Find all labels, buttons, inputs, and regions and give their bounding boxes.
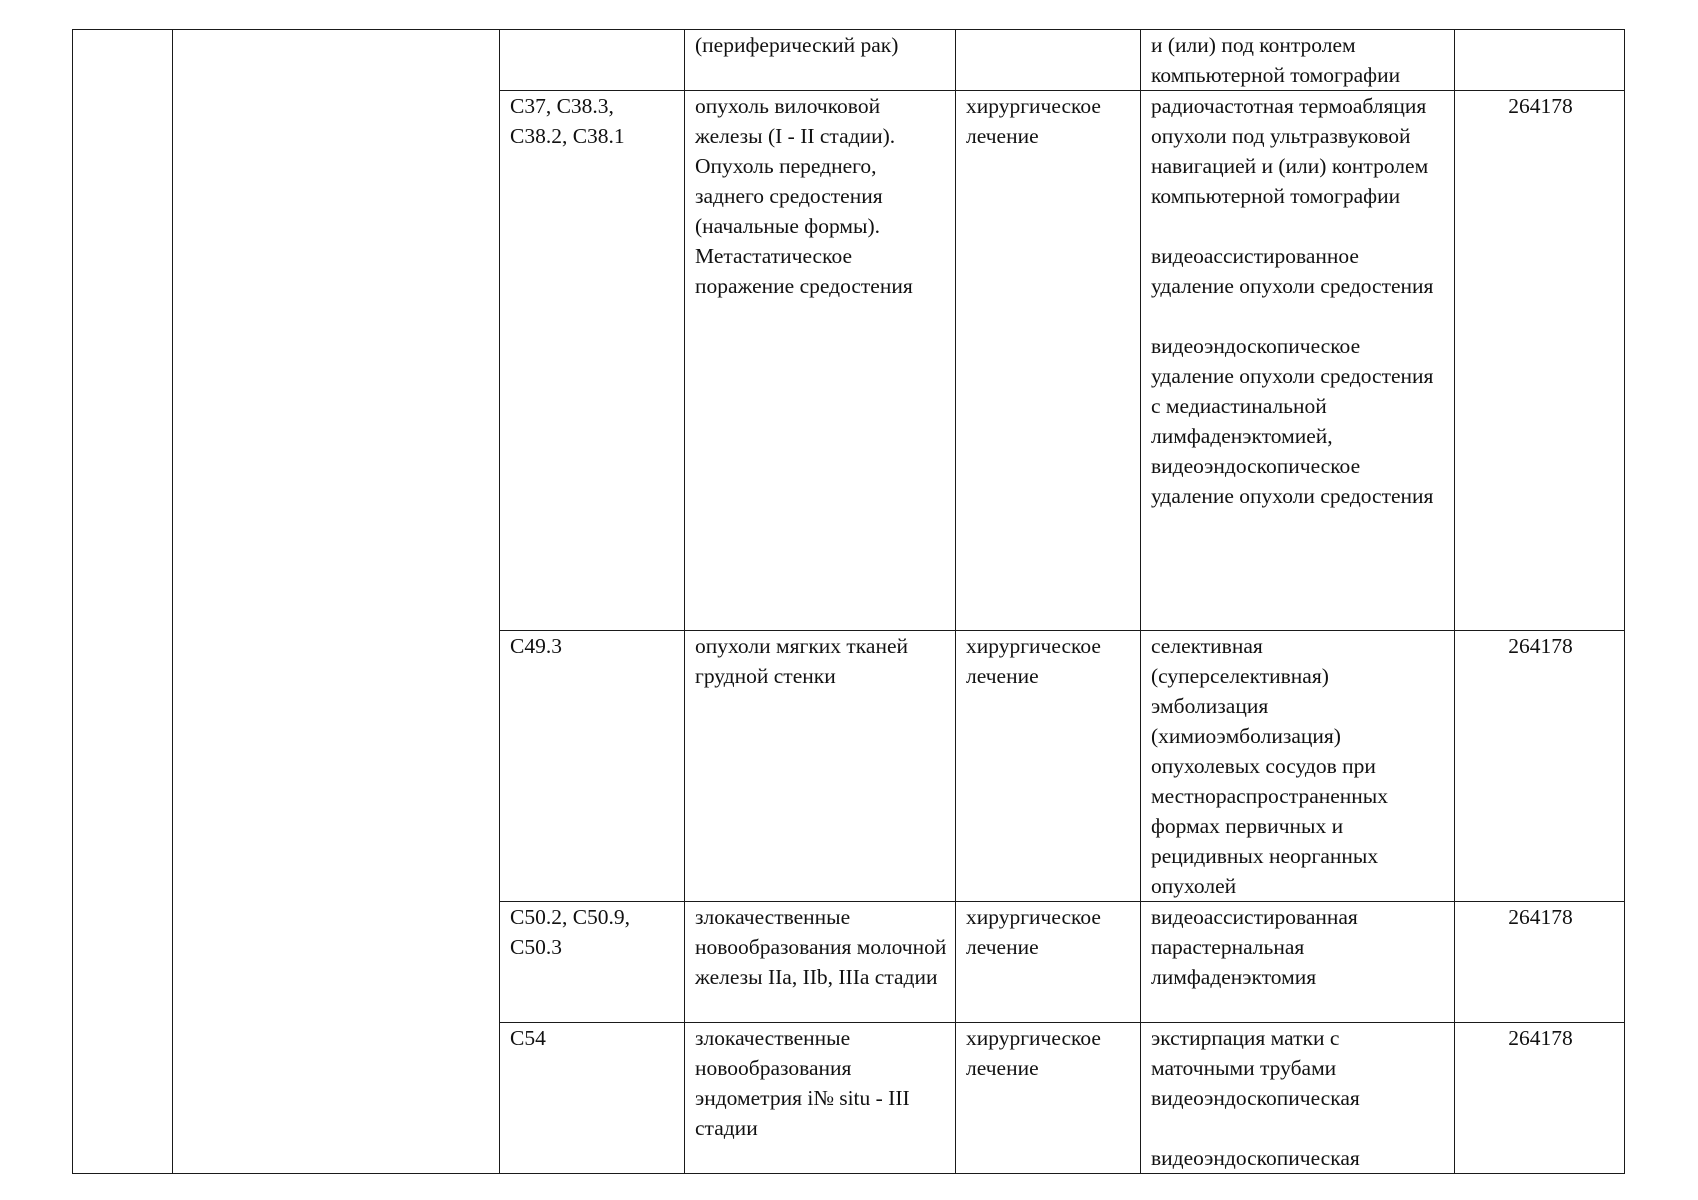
method-text: и (или) под контролем компьютерной томографии [1151,33,1401,87]
treatment-type-cell: хирургическое лечение [956,631,1141,902]
method-text: видеоэндоскопическая [1151,1146,1360,1170]
method-text: радиочастотная термоабляция опухоли под ультразвуковой навигацией и (или) контролем компьютерной томографии [1151,94,1429,208]
treatment-type-cell [956,30,1141,91]
icd-codes-cell [500,30,685,91]
cost-cell: 264178 [1455,902,1625,1023]
method-cell [1141,631,1455,902]
treatment-type-cell: хирургическое лечение [956,902,1141,1023]
method-text: экстирпация матки с маточными трубами видеоэндоскопическая [1151,1026,1360,1110]
treatment-type-cell: хирургическое лечение [956,91,1141,631]
diagnosis-cell: (периферический рак) [685,30,956,91]
method-text: видеоассистированная парастернальная лимфаденэктомия [1151,905,1358,989]
cost-cell: 264178 [1455,631,1625,902]
icd-codes-cell: C37, C38.3, C38.2, C38.1 [500,91,685,631]
cost-cell [1455,30,1625,91]
method-text: видеоэндоскопическое удаление опухоли средостения с медиастинальной лимфаденэктомией, видеоэндоскопическое удаление опухоли средостения [1151,334,1434,508]
paragraph-gap [1151,211,1446,241]
cost-cell: 264178 [1455,1023,1625,1174]
diagnosis-cell: опухоли мягких тканей грудной стенки [685,631,956,902]
document-page [72,29,1624,1174]
icd-codes-cell: C50.2, C50.9, C50.3 [500,902,685,1023]
paragraph-gap [1151,301,1446,331]
diagnosis-cell: опухоль вилочковой железы (I - II стадии). Опухоль переднего, заднего средостения (начальные формы). Метастатическое поражение средостения [685,91,956,631]
method-cell [1141,30,1455,91]
method-cell [1141,902,1455,1023]
group-number-cell [73,30,173,1174]
group-name-cell [173,30,500,1174]
icd-codes-cell: C49.3 [500,631,685,902]
method-text: видеоассистированное удаление опухоли средостения [1151,244,1434,298]
treatment-table [72,29,1625,1174]
paragraph-gap [1151,1113,1446,1143]
icd-codes-cell: C54 [500,1023,685,1174]
method-cell [1141,1023,1455,1174]
table-row [73,30,1625,91]
treatment-type-cell: хирургическое лечение [956,1023,1141,1174]
diagnosis-cell: злокачественные новообразования молочной железы IIa, IIb, IIIa стадии [685,902,956,1023]
method-text: селективная (суперселективная) эмболизация (химиоэмболизация) опухолевых сосудов при местнораспространенных формах первичных и рецидивных неорганных опухолей [1151,634,1389,898]
diagnosis-cell: злокачественные новообразования эндометрия i№ situ - III стадии [685,1023,956,1174]
cost-cell: 264178 [1455,91,1625,631]
method-cell [1141,91,1455,631]
